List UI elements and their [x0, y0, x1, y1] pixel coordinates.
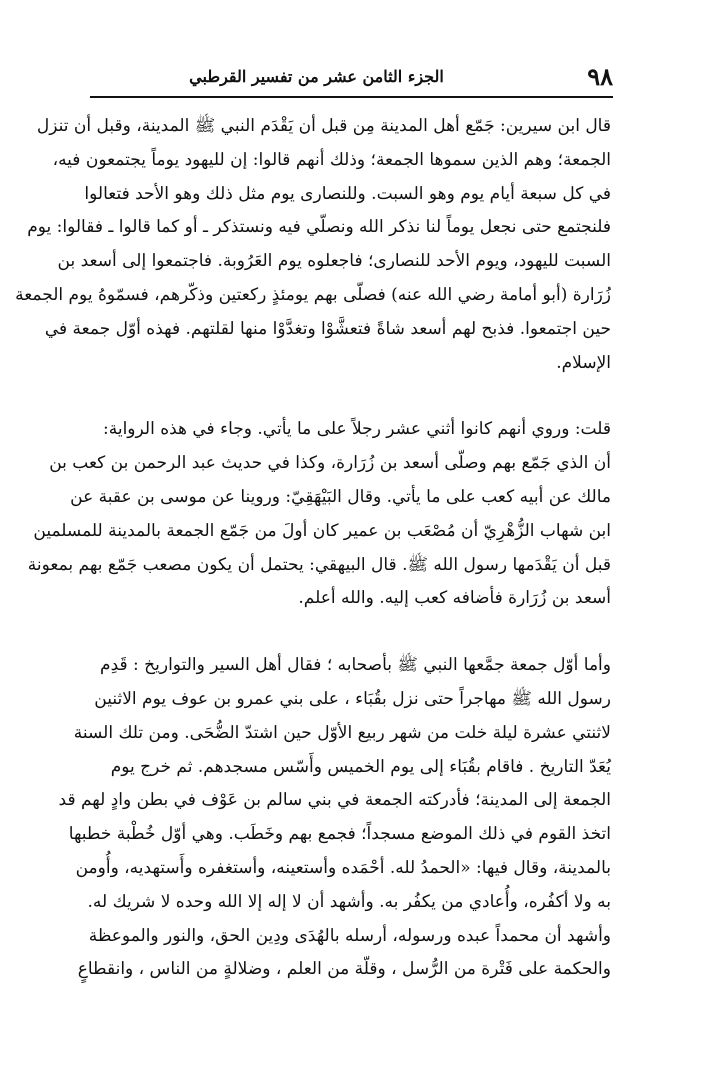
text-line: وأشهد أن محمداً عبده ورسوله، أرسله بالهُدَى ودِين الحق، والنور والموعظة [88, 925, 611, 946]
text-line: والحكمة على فَتْرة من الرُّسل ، وقلّة من العلم ، وضلالةٍ من الناس ، وانقطاعٍ [77, 959, 611, 980]
page-header [90, 62, 613, 98]
text-line: قبل أن يَقْدَمها رسول الله ﷺ. قال البيهقي: يحتمل أن يكون مصعب جَمّع بهم بمعونة [27, 554, 611, 575]
text-line: في كل سبعة أيام يوم وهو السبت. وللنصارى يوم مثل ذلك وهو الأحد فتعالوا [84, 183, 611, 204]
text-line: حين اجتمعوا. فذبح لهم أسعد شاةً فتعشَّوْا وتغدَّوْا منها لقلتهم. فهذه أوّل جمعة في [44, 318, 611, 339]
text-line: لاثنتي عشرة ليلة خلت من شهر ربيع الأوّل حين اشتدّ الضُّحَى. ومن تلك السنة [73, 722, 611, 743]
header-divider [90, 96, 613, 98]
text-line: الجمعة؛ وهم الذين سموها الجمعة؛ وذلك أنهم قالوا: إن لليهود يوماً يجتمعون فيه، [52, 149, 611, 170]
text-line: بالمدينة، وقال فيها: «الحمدُ لله. أحْمَده وأستعينه، وأستغفره وأَستهديه، وأُومن [75, 857, 611, 878]
paragraph-spacer [88, 616, 611, 649]
page-number: ٩٨ [587, 62, 613, 91]
text-line: به ولا أكفُره، وأُعادي من يكفُر به. وأشهد أن لا إله إلا الله وحده لا شريك له. [87, 891, 611, 912]
text-line: الإسلام. [556, 352, 611, 373]
text-line: اتخذ القوم في ذلك الموضع مسجداً؛ فجمع بهم وخَطَب. وهي أوّل خُطْبة خطبها [68, 824, 611, 845]
text-line: الجمعة إلى المدينة؛ فأدركته الجمعة في بني سالم بن عَوْف في بطن وادٍ لهم قد [58, 790, 611, 811]
text-line: السبت لليهود، ويوم الأحد للنصارى؛ فاجعلوه يوم العَرُوبة. فاجتمعوا إلى أسعد بن [57, 251, 611, 272]
paragraph-spacer [88, 380, 611, 413]
body-text [15, 110, 611, 987]
text-line: يُعَدّ التاريخ . فاقام بقُبَاء إلى يوم الخميس وأَسّس مسجدهم. ثم خرج يوم [110, 756, 611, 777]
running-title: الجزء الثامن عشر من تفسير القرطبي [189, 67, 444, 86]
text-line: رسول الله ﷺ مهاجراً حتى نزل بقُبَاء ، على بني عمرو بن عوف يوم الاثنين [94, 688, 611, 709]
paragraph-1 [15, 110, 611, 380]
text-line: مالك عن أبيه كعب على ما يأتي. وقال البَيْهَقِيّ: وروينا عن موسى بن عقبة عن [70, 486, 611, 507]
paragraph-3 [58, 649, 611, 987]
paragraph-2 [27, 413, 611, 616]
text-line: فلنجتمع حتى نجعل يوماً لنا نذكر الله ونصلّي فيه ونستذكر ـ أو كما قالوا ـ فقالوا: يوم [27, 217, 611, 238]
text-line: ابن شهاب الزُّهْرِيّ أن مُصْعَب بن عمير كان أولَ من جَمّع الجمعة بالمدينة للمسلمين [33, 520, 611, 541]
text-line: أسعد بن زُرَارة فأضافه كعب إليه. والله أعلم. [298, 588, 611, 609]
text-line: قال ابن سيرين: جَمّع أهل المدينة مِن قبل أن يَقْدَم النبي ﷺ المدينة، وقبل أن تنزل [36, 116, 611, 136]
text-line: أن الذي جَمّع بهم وصلّى أسعد بن زُرَارة، وكذا في حديث عبد الرحمن بن كعب بن [49, 453, 611, 474]
text-line: قلت: وروي أنهم كانوا أثني عشر رجلاً على ما يأتي. وجاء في هذه الرواية: [103, 419, 611, 440]
text-line: زُرَارة (أبو أمامة رضي الله عنه) فصلّى بهم يومئذٍ ركعتين وذكّرهم، فسمّوهُ يوم الجمعة [15, 284, 611, 305]
text-line: وأما أوّل جمعة جمَّعها النبي ﷺ بأصحابه ؛ فقال أهل السير والتواريخ : قَدِم [100, 655, 611, 676]
